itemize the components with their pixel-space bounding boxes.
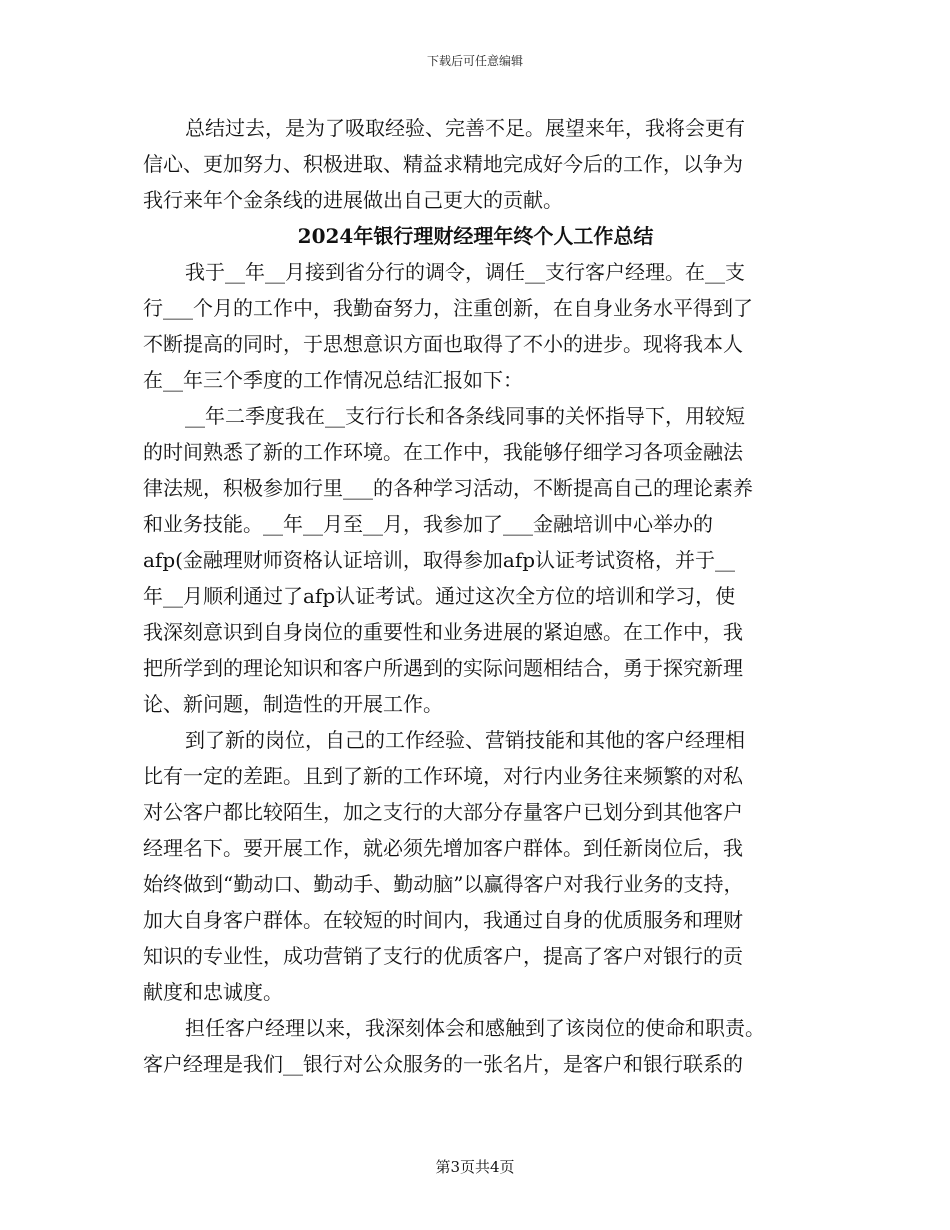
page-header: 下载后可任意编辑 (426, 54, 523, 68)
paragraph-line: 的时间熟悉了新的工作环境。在工作中，我能够仔细学习各项金融法 (143, 440, 743, 464)
section-title: 2024年银行理财经理年终个人工作总结 (297, 224, 654, 248)
paragraph-line: 加大自身客户群体。在较短的时间内，我通过自身的优质服务和理财 (143, 908, 743, 932)
paragraph-line: __年二季度我在__支行行长和各条线同事的关怀指导下，用较短 (185, 404, 745, 428)
paragraph-line: 我于__年__月接到省分行的调令，调任__支行客户经理。在__支 (185, 260, 745, 284)
paragraph-line: 知识的专业性，成功营销了支行的优质客户，提高了客户对银行的贡 (143, 944, 743, 968)
paragraph-line: 经理名下。要开展工作，就必须先增加客户群体。到任新岗位后，我 (143, 836, 743, 860)
paragraph-line: 比有一定的差距。且到了新的工作环境，对行内业务往来频繁的对私 (143, 764, 743, 788)
page-footer: 第3页共4页 (435, 1158, 515, 1176)
paragraph-line: 担任客户经理以来，我深刻体会和感触到了该岗位的使命和职责。 (185, 1016, 765, 1040)
paragraph-line: 总结过去，是为了吸取经验、完善不足。展望来年，我将会更有 (185, 116, 745, 140)
paragraph-line: 客户经理是我们__银行对公众服务的一张名片，是客户和银行联系的 (143, 1052, 743, 1076)
paragraph-line: 始终做到“勤动口、勤动手、勤动脑”以赢得客户对我行业务的支持， (143, 872, 744, 896)
paragraph-line: 我深刻意识到自身岗位的重要性和业务进展的紧迫感。在工作中，我 (143, 620, 743, 644)
paragraph-line: 行___个月的工作中，我勤奋努力，注重创新，在自身业务水平得到了 (143, 296, 753, 320)
document-body (143, 110, 808, 1082)
paragraph-line: 到了新的岗位，自己的工作经验、营销技能和其他的客户经理相 (185, 728, 745, 752)
paragraph-line: 我行来年个金条线的进展做出自己更大的贡献。 (143, 188, 563, 212)
paragraph-line: afp(金融理财师资格认证培训，取得参加afp认证考试资格，并于__ (143, 548, 736, 572)
paragraph-line: 对公客户都比较陌生，加之支行的大部分存量客户已划分到其他客户 (143, 800, 743, 824)
paragraph-line: 在__年三个季度的工作情况总结汇报如下： (143, 368, 523, 392)
paragraph-line: 献度和忠诚度。 (143, 980, 283, 1004)
paragraph-line: 不断提高的同时，于思想意识方面也取得了不小的进步。现将我本人 (143, 332, 743, 356)
paragraph-line: 论、新问题，制造性的开展工作。 (143, 692, 443, 716)
paragraph-line: 把所学到的理论知识和客户所遇到的实际问题相结合，勇于探究新理 (143, 656, 743, 680)
paragraph-line: 律法规，积极参加行里___的各种学习活动，不断提高自己的理论素养 (143, 476, 753, 500)
paragraph-line: 信心、更加努力、积极进取、精益求精地完成好今后的工作，以争为 (143, 152, 743, 176)
paragraph-line: 年__月顺利通过了afp认证考试。通过这次全方位的培训和学习，使 (143, 584, 736, 608)
paragraph-line: 和业务技能。__年__月至__月，我参加了___金融培训中心举办的 (143, 512, 713, 536)
